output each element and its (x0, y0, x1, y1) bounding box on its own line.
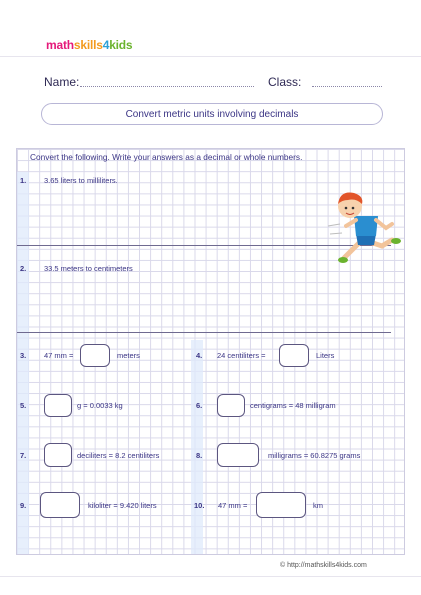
problem-text-after: km (313, 501, 323, 510)
answer-box[interactable] (217, 394, 245, 417)
problem-text-after: g = 0.0033 kg (77, 401, 123, 410)
leg (344, 242, 360, 258)
answer-box[interactable] (44, 443, 72, 467)
name-field[interactable] (80, 86, 254, 87)
problem-number: 9. (20, 501, 27, 510)
problem-text: 3.65 liters to milliliters. (44, 176, 118, 185)
answer-box[interactable] (256, 492, 306, 518)
eye (352, 207, 355, 210)
shoe (391, 238, 401, 244)
answer-box[interactable] (80, 344, 110, 367)
problem-number: 1. (20, 176, 27, 185)
class-label: Class: (268, 75, 302, 89)
problem-number: 6. (196, 401, 203, 410)
instructions: Convert the following. Write your answers as a decimal or whole numbers. (30, 152, 303, 162)
left-margin-band (17, 172, 29, 554)
problem-text-after: deciliters = 8.2 centiliters (77, 451, 160, 460)
site-logo: mathskills4kids (46, 38, 133, 52)
problem-text-before: 47 mm = (218, 501, 248, 510)
middle-margin-band (191, 340, 203, 554)
problem-number: 5. (20, 401, 27, 410)
problem-text-after: kiloliter = 9.420 liters (88, 501, 157, 510)
answer-box[interactable] (44, 394, 72, 417)
answer-box[interactable] (217, 443, 259, 467)
name-label: Name: (44, 75, 80, 89)
problem-text-after: meters (117, 351, 140, 360)
eye (345, 207, 348, 210)
problem-number: 4. (196, 351, 203, 360)
footer-url: © http://mathskills4kids.com (280, 562, 367, 569)
problem-text: 33.5 meters to centimeters (44, 264, 133, 273)
problem-number: 3. (20, 351, 27, 360)
shoe (338, 257, 348, 263)
header-divider (0, 56, 421, 57)
problem-text-after: Liters (316, 351, 335, 360)
problem-text-before: 24 centiliters = (217, 351, 266, 360)
class-field[interactable] (312, 86, 382, 87)
motion-line (330, 233, 342, 234)
motion-line (328, 224, 340, 226)
running-boy-illustration (326, 190, 406, 268)
arm (346, 220, 356, 226)
problem-number: 10. (194, 501, 205, 510)
problem-number: 2. (20, 264, 27, 273)
problem-text-before: 47 mm = (44, 351, 74, 360)
problem-text-after: milligrams = 60.8275 grams (268, 451, 361, 460)
problem-text-after: centigrams = 48 milligram (250, 401, 336, 410)
problem-number: 8. (196, 451, 203, 460)
arm (376, 220, 392, 228)
problem-number: 7. (20, 451, 27, 460)
answer-line (17, 332, 391, 333)
answer-box[interactable] (40, 492, 80, 518)
worksheet-title: Convert metric units involving decimals (41, 103, 383, 125)
answer-box[interactable] (279, 344, 309, 367)
footer-divider (0, 576, 421, 577)
